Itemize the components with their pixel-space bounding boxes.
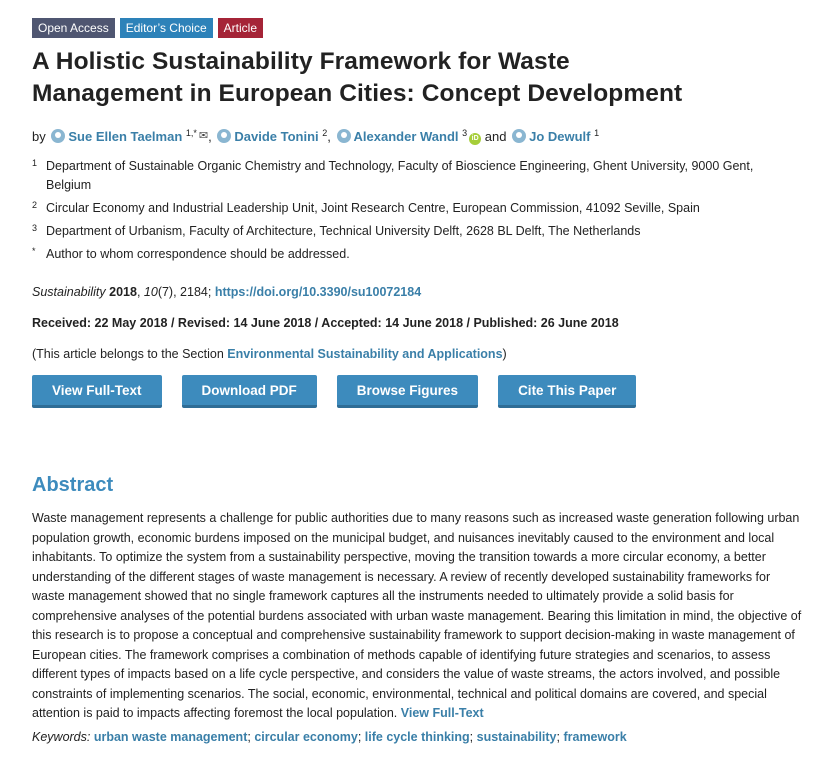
email-icon[interactable]: ✉ [198, 130, 209, 142]
action-buttons [32, 375, 800, 408]
author-affil-sup: 1,* [185, 128, 197, 138]
author-link-taelman[interactable]: Sue Ellen Taelman [68, 129, 183, 144]
keyword-link[interactable]: circular economy [254, 729, 358, 744]
author-list: by Sue Ellen Taelman $^{1,*}$ ✉, Davide Tonini $^2$, Alexander Wandl $^3$iD and Jo Dewulf $^1$ [32, 128, 600, 144]
affiliation-item [32, 245, 800, 264]
doi-link[interactable]: https://doi.org/10.3390/su10072184 [214, 285, 422, 299]
keyword-link[interactable]: life cycle thinking [364, 729, 470, 744]
person-icon [217, 129, 231, 143]
editors-choice-badge[interactable]: Editor’s Choice [120, 18, 213, 38]
affiliation-item [32, 222, 800, 241]
keyword-link[interactable]: urban waste management [93, 729, 248, 744]
affiliation-number: 2 [32, 200, 38, 210]
article-title [32, 46, 800, 110]
view-full-text-button[interactable]: View Full-Text [32, 375, 162, 408]
keyword-link[interactable]: framework [563, 729, 627, 744]
badge-row [32, 18, 800, 38]
keywords-label: Keywords: [32, 729, 91, 744]
person-icon [337, 129, 351, 143]
keywords: Keywords: urban waste management; circular economy; life cycle thinking; sustainability; framework [32, 729, 627, 744]
abstract-full-text-link[interactable]: View Full-Text [400, 706, 484, 720]
author-affil-sup: 2 [322, 128, 328, 138]
affiliation-text: Circular Economy and Industrial Leadership Unit, Joint Research Centre, European Commission, 41092 Seville, Spain [46, 201, 700, 215]
author-link-wandl[interactable]: Alexander Wandl [353, 129, 459, 144]
person-icon [51, 129, 65, 143]
affiliation-item [32, 157, 800, 195]
author-link-dewulf[interactable]: Jo Dewulf [529, 129, 591, 144]
abstract-heading: Abstract [32, 474, 114, 496]
citation-issue-pages: (7), 2184; [157, 285, 212, 299]
affiliation-number: * [32, 246, 36, 256]
open-access-badge[interactable]: Open Access [32, 18, 115, 38]
cite-paper-button[interactable]: Cite This Paper [498, 375, 636, 408]
browse-figures-button[interactable]: Browse Figures [337, 375, 478, 408]
author-link-tonini[interactable]: Davide Tonini [234, 129, 319, 144]
author-affil-sup: 1 [594, 128, 600, 138]
affiliation-number: 3 [32, 223, 38, 233]
abstract-text [32, 509, 802, 724]
section-suffix: ) [502, 347, 507, 361]
affiliation-text: Department of Urbanism, Faculty of Architecture, Technical University Delft, 2628 BL Delft, The Netherlands [46, 224, 641, 238]
affiliation-text: Author to whom correspondence should be addressed. [46, 247, 350, 261]
orcid-icon[interactable]: iD [469, 133, 481, 145]
person-icon [512, 129, 526, 143]
journal-name: Sustainability [32, 285, 106, 299]
article-type-badge: Article [218, 18, 263, 38]
section-prefix: (This article belongs to the Section [32, 347, 228, 361]
citation-volume: 10 [143, 285, 158, 299]
keyword-link[interactable]: sustainability [476, 729, 557, 744]
author-affil-sup: 3 [462, 128, 468, 138]
and-label: and [484, 129, 507, 144]
citation-line: Sustainability 2018, 10(7), 2184; https://doi.org/10.3390/su10072184 [32, 285, 422, 299]
affiliation-item [32, 199, 800, 218]
affiliation-number: 1 [32, 158, 38, 168]
publication-dates: Received: 22 May 2018 / Revised: 14 June 2018 / Accepted: 14 June 2018 / Published: 26 June 2018 [32, 316, 619, 330]
affiliations [32, 157, 800, 264]
by-label: by [32, 129, 46, 144]
title-line-1: A Holistic Sustainability Framework for Waste [32, 48, 570, 75]
abstract-body: Waste management represents a challenge for public authorities due to many reasons such as increased waste generation following urban population growth, economic burdens imposed on the municipal budget, and nuisances inevitably caused to the environment and local inhabitants. To optimize the system from a sustainability perspective, moving the transition towards a more circular economy, a better understanding of the different stages of waste management is necessary. A review of recently developed sustainability frameworks for waste management showed that no single framework captures all the instruments needed to ultimately provide a solid basis for comprehensive analyses of the potential burdens associated with urban waste management. Bearing this limitation in mind, the objective of this research is to propose a conceptual and comprehensive sustainability framework to support decision-making in waste management of European cities. The framework comprises a combination of methods capable of identifying future strategies and scenarios, to assess different types of impacts based on a life cycle perspective, and considers the value of waste streams, the actors involved, and possible constraints of implementing scenarios. The social, economic, environmental, technical and political domains are covered, and special attention is paid to impacts affecting foremost the local population. [32, 511, 802, 720]
section-note [32, 345, 800, 363]
affiliation-text: Department of Sustainable Organic Chemistry and Technology, Faculty of Bioscience Engineering, Ghent University, 9000 Gent, Belgium [46, 159, 754, 192]
title-line-2: Management in European Cities: Concept Development [32, 80, 683, 107]
citation-year: 2018 [109, 285, 137, 299]
section-link[interactable]: Environmental Sustainability and Applications [227, 347, 503, 361]
download-pdf-button[interactable]: Download PDF [182, 375, 317, 408]
